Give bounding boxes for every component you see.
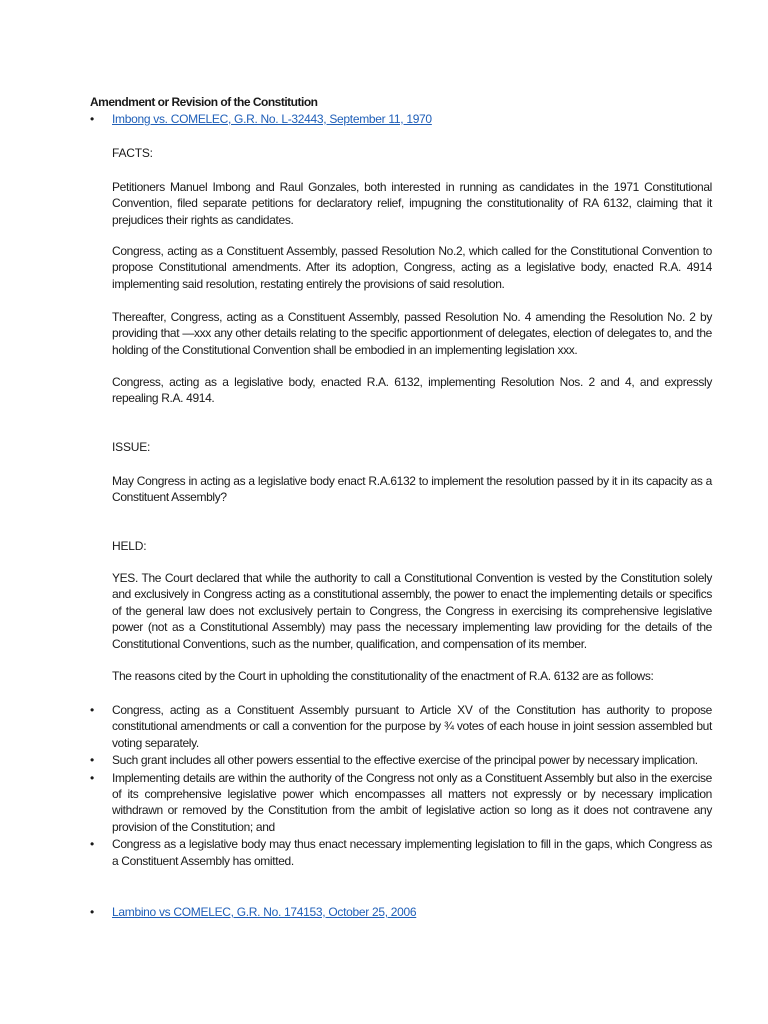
bullet-icon: • xyxy=(90,837,94,852)
bullet-icon: • xyxy=(90,905,94,919)
issue-paragraph: May Congress in acting as a legislative body enact R.A.6132 to implement the resolution passed by it in its capacity as a Constituent Assembly? xyxy=(112,474,712,505)
list-item xyxy=(90,770,712,836)
reasons-list xyxy=(90,702,712,870)
list-item xyxy=(90,752,712,768)
list-item xyxy=(90,702,712,751)
issue-label: ISSUE: xyxy=(112,440,151,454)
reason-text: Implementing details are within the authority of the Congress not only as a Constituent Assembly but also in the exercise of its comprehensive legislative power which encompasses all matters not expressly or by necessary implication withdrawn or removed by the Constitution from the ambit of legislative action so long as it does not contravene any provision of the Constitution; and xyxy=(112,770,712,834)
held-paragraph-1: YES. The Court declared that while the authority to call a Constitutional Convention is vested by the Constitution solely and exclusively in Congress acting as a constitutional assembly, the power to enact the implementing details or specifics of the general law does not exclusively pertain to Congress, the Congress in exercising its comprehensive legislative power (not as a Constitutional Assembly) may pass the necessary implementing law providing for the details of the Constitutional Conventions, such as the number, qualification, and compensation of its member. xyxy=(112,571,712,651)
bullet-icon: • xyxy=(90,703,94,717)
reason-text: Congress as a legislative body may thus enact necessary implementing legislation to fill in the gaps, which Congress as a Constituent Assembly has omitted. xyxy=(112,837,712,868)
bullet-icon: • xyxy=(90,112,94,126)
facts-paragraph-3: Thereafter, Congress, acting as a Constituent Assembly, passed Resolution No. 4 amending the Resolution No. 2 by providing that ―xxx any other details relating to the specific apportionment of delegates, election of delegates to, and the holding of the Constitutional Convention shall be embodied in an implementing legislation xxx. xyxy=(112,310,712,357)
facts-paragraph-4: Congress, acting as a legislative body, enacted R.A. 6132, implementing Resolution Nos. 2 and 4, and expressly repealing R.A. 4914. xyxy=(112,375,712,406)
bullet-icon: • xyxy=(90,753,94,768)
facts-paragraph-2: Congress, acting as a Constituent Assembly, passed Resolution No.2, which called for the Constitutional Convention to propose Constitutional amendments. After its adoption, Congress, acting as a legislative body, enacted R.A. 4914 implementing said resolution, restating entirely the provisions of said resolution. xyxy=(112,244,712,291)
facts-paragraph-1: Petitioners Manuel Imbong and Raul Gonzales, both interested in running as candidates in the 1971 Constitutional Convention, filed separate petitions for declaratory relief, impugning the constitutionality of RA 6132, claiming that it prejudices their rights as candidates. xyxy=(112,180,712,227)
reason-text: Such grant includes all other powers essential to the effective exercise of the principal power by necessary implication. xyxy=(112,753,698,768)
held-paragraph-2: The reasons cited by the Court in upholding the constitutionality of the enactment of R.A. 6132 are as follows: xyxy=(112,669,654,683)
held-label: HELD: xyxy=(112,539,147,553)
list-item xyxy=(90,836,712,869)
section-heading: Amendment or Revision of the Constitution xyxy=(90,95,318,109)
case-link-lambino[interactable]: Lambino vs COMELEC, G.R. No. 174153, October 25, 2006 xyxy=(112,905,417,919)
reason-text: Congress, acting as a Constituent Assembly pursuant to Article XV of the Constitution has authority to propose constitutional amendments or call a convention for the purpose by ¾ votes of each house in joint session assembled but voting separately. xyxy=(112,703,712,750)
facts-label: FACTS: xyxy=(112,146,153,160)
bullet-icon: • xyxy=(90,770,94,785)
case-link-imbong[interactable]: Imbong vs. COMELEC, G.R. No. L-32443, September 11, 1970 xyxy=(112,112,432,126)
